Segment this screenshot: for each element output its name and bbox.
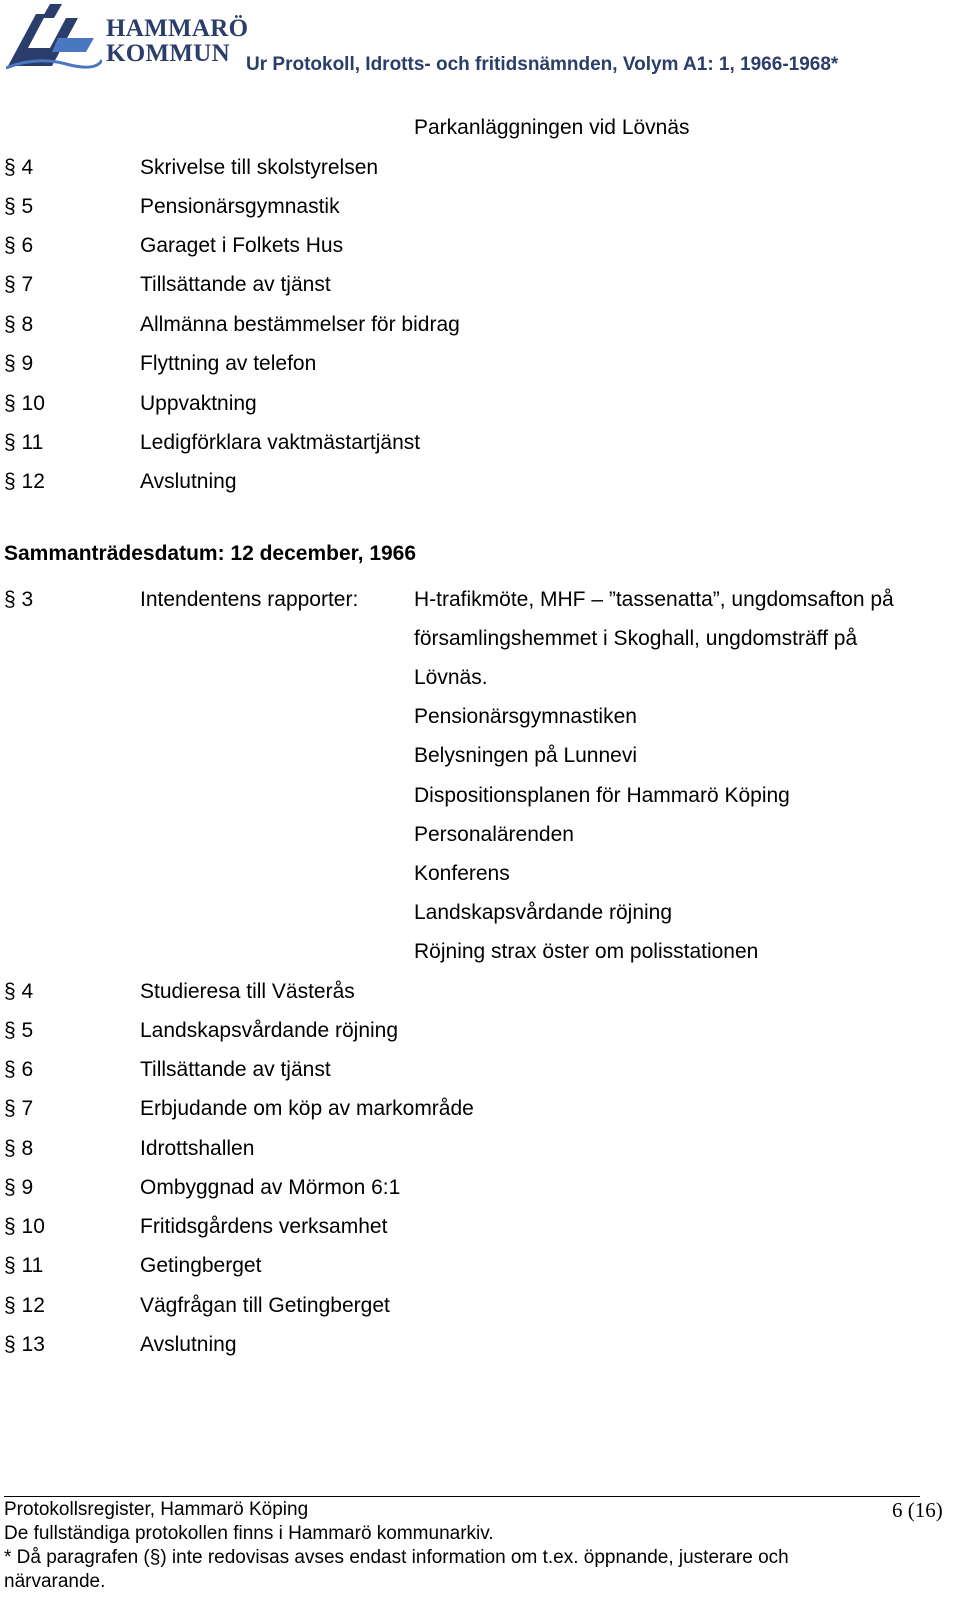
header-logo	[6, 4, 249, 72]
report-line: Konferens	[414, 862, 510, 885]
paragraph-number: § 12	[4, 470, 45, 493]
paragraph-title: Getingberget	[140, 1254, 262, 1277]
report-line: församlingshemmet i Skoghall, ungdomsträff på	[414, 627, 858, 650]
paragraph-title: Erbjudande om köp av markområde	[140, 1097, 474, 1120]
carryover-line: Parkanläggningen vid Lövnäs	[414, 116, 690, 139]
paragraph-number: § 8	[4, 313, 34, 336]
paragraph-title: Pensionärsgymnastik	[140, 195, 340, 218]
footer-note: närvarande.	[4, 1571, 106, 1592]
paragraph-title: Avslutning	[140, 470, 237, 493]
logo-wordmark	[106, 16, 248, 66]
report-line: Lövnäs.	[414, 666, 488, 689]
paragraph-number: § 10	[4, 392, 45, 415]
paragraph-number: § 7	[4, 1097, 34, 1120]
paragraph-title: Avslutning	[140, 1333, 237, 1356]
paragraph-number: § 12	[4, 1294, 45, 1317]
paragraph-title: Idrottshallen	[140, 1137, 255, 1160]
paragraph-number: § 11	[4, 431, 44, 454]
paragraph-number: § 6	[4, 234, 34, 257]
logo-text-line2: KOMMUN	[106, 40, 230, 67]
paragraph-number: § 13	[4, 1333, 45, 1356]
paragraph-number: § 9	[4, 352, 34, 375]
paragraph-title: Tillsättande av tjänst	[140, 273, 331, 296]
report-line: Landskapsvårdande röjning	[414, 901, 673, 924]
paragraph-title: Vägfrågan till Getingberget	[140, 1294, 390, 1317]
paragraph-number: § 3	[4, 588, 34, 611]
paragraph-title: Ombyggnad av Mörmon 6:1	[140, 1176, 401, 1199]
paragraph-title: Allmänna bestämmelser för bidrag	[140, 313, 460, 336]
paragraph-number: § 8	[4, 1137, 34, 1160]
report-line: Dispositionsplanen för Hammarö Köping	[414, 784, 790, 807]
footer-line: De fullständiga protokollen finns i Hammarö kommunarkiv.	[4, 1523, 494, 1544]
paragraph-title: Landskapsvårdande röjning	[140, 1019, 399, 1042]
paragraph-title: Flyttning av telefon	[140, 352, 317, 375]
page-number: 6 (16)	[892, 1498, 943, 1522]
report-line: Belysningen på Lunnevi	[414, 744, 638, 767]
report-line: H-trafikmöte, MHF – ”tassenatta”, ungdomsafton på	[414, 588, 894, 611]
meeting-date-heading: Sammanträdesdatum: 12 december, 1966	[4, 542, 417, 565]
report-line: Personalärenden	[414, 823, 574, 846]
paragraph-title: Ledigförklara vaktmästartjänst	[140, 431, 421, 454]
paragraph-title: Intendentens rapporter:	[140, 588, 359, 611]
paragraph-number: § 10	[4, 1215, 45, 1238]
footer-note: * Då paragrafen (§) inte redovisas avses endast information om t.ex. öppnande, justerare och	[4, 1547, 789, 1568]
report-line: Röjning strax öster om polisstationen	[414, 940, 759, 963]
paragraph-number: § 5	[4, 1019, 34, 1042]
paragraph-number: § 7	[4, 273, 34, 296]
paragraph-number: § 11	[4, 1254, 44, 1277]
footer-divider	[4, 1496, 920, 1497]
report-line: Pensionärsgymnastiken	[414, 705, 637, 728]
hammaro-logo-icon	[6, 4, 102, 70]
paragraph-number: § 6	[4, 1058, 34, 1081]
paragraph-number: § 9	[4, 1176, 34, 1199]
footer-line: Protokollsregister, Hammarö Köping	[4, 1499, 309, 1520]
paragraph-title: Skrivelse till skolstyrelsen	[140, 156, 379, 179]
paragraph-number: § 4	[4, 156, 34, 179]
paragraph-title: Uppvaktning	[140, 392, 257, 415]
paragraph-title: Fritidsgårdens verksamhet	[140, 1215, 388, 1238]
paragraph-title: Garaget i Folkets Hus	[140, 234, 344, 257]
paragraph-number: § 5	[4, 195, 34, 218]
paragraph-number: § 4	[4, 980, 34, 1003]
paragraph-title: Tillsättande av tjänst	[140, 1058, 331, 1081]
logo-text-line1: HAMMARÖ	[106, 15, 249, 42]
paragraph-title: Studieresa till Västerås	[140, 980, 355, 1003]
document-title: Ur Protokoll, Idrotts- och fritidsnämnden, Volym A1: 1, 1966-1968*	[246, 54, 839, 75]
